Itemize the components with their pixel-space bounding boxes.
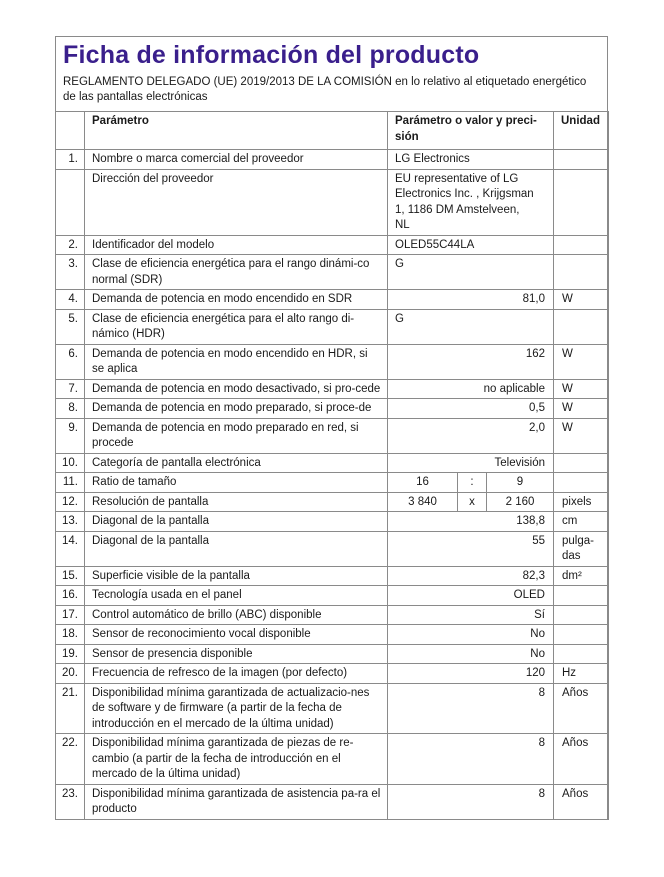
row-number: 2. — [56, 235, 85, 255]
row-unit: pulga-das — [554, 531, 609, 566]
row-value: 0,5 — [388, 399, 554, 419]
row-value: no aplicable — [388, 379, 554, 399]
row-parameter: Superficie visible de la pantalla — [85, 566, 388, 586]
row-unit — [554, 605, 609, 625]
table-row — [56, 566, 609, 586]
row-parameter: Demanda de potencia en modo preparado, si proce-de — [85, 399, 388, 419]
row-unit: Años — [554, 683, 609, 734]
resolution-width: 3 840 — [388, 492, 458, 512]
row-value: 162 — [388, 344, 554, 379]
row-unit — [554, 453, 609, 473]
row-number: 23. — [56, 784, 85, 819]
resolution-height: 2 160 — [487, 492, 554, 512]
table-row — [56, 255, 609, 290]
row-number: 6. — [56, 344, 85, 379]
row-number: 22. — [56, 734, 85, 785]
table-row — [56, 309, 609, 344]
row-value: 81,0 — [388, 290, 554, 310]
row-number: 7. — [56, 379, 85, 399]
row-value: LG Electronics — [388, 150, 554, 170]
table-header-row — [56, 112, 609, 150]
row-value: 55 — [388, 531, 554, 566]
row-number: 17. — [56, 605, 85, 625]
row-value: 120 — [388, 664, 554, 684]
product-info-table — [55, 111, 609, 820]
table-row — [56, 453, 609, 473]
row-parameter: Clase de eficiencia energética para el alto rango di-námico (HDR) — [85, 309, 388, 344]
row-parameter: Nombre o marca comercial del proveedor — [85, 150, 388, 170]
regulation-subtitle: REGLAMENTO DELEGADO (UE) 2019/2013 DE LA COMISIÓN en lo relativo al etiquetado energético de las pantallas electrónicas — [63, 76, 587, 103]
row-parameter: Identificador del modelo — [85, 235, 388, 255]
row-number: 11. — [56, 473, 85, 493]
table-row — [56, 734, 609, 785]
table-row — [56, 625, 609, 645]
table-row — [56, 379, 609, 399]
row-unit — [554, 150, 609, 170]
row-value: Sí — [388, 605, 554, 625]
row-unit — [554, 644, 609, 664]
table-row — [56, 418, 609, 453]
row-number: 14. — [56, 531, 85, 566]
row-parameter: Resolución de pantalla — [85, 492, 388, 512]
row-number: 9. — [56, 418, 85, 453]
column-header-unit: Unidad — [554, 112, 609, 150]
row-number: 10. — [56, 453, 85, 473]
row-unit — [554, 169, 609, 235]
row-unit — [554, 235, 609, 255]
resolution-separator: x — [458, 492, 487, 512]
table-row — [56, 512, 609, 532]
row-number: 20. — [56, 664, 85, 684]
aspect-ratio-separator: : — [458, 473, 487, 493]
row-parameter: Disponibilidad mínima garantizada de actualizacio-nes de software y de firmware (a partir de la fecha de introducción en el mercado de la última unidad) — [85, 683, 388, 734]
table-row — [56, 473, 609, 493]
row-parameter: Demanda de potencia en modo encendido en SDR — [85, 290, 388, 310]
aspect-ratio-height: 9 — [487, 473, 554, 493]
row-value: 8 — [388, 734, 554, 785]
row-number — [56, 169, 85, 235]
column-header-value: Parámetro o valor y preci-sión — [388, 112, 554, 150]
table-row — [56, 586, 609, 606]
row-value: No — [388, 625, 554, 645]
row-parameter: Sensor de reconocimiento vocal disponible — [85, 625, 388, 645]
row-value: OLED — [388, 586, 554, 606]
row-unit: W — [554, 399, 609, 419]
row-value: Televisión — [388, 453, 554, 473]
row-unit — [554, 255, 609, 290]
row-parameter: Disponibilidad mínima garantizada de asistencia pa-ra el producto — [85, 784, 388, 819]
table-row — [56, 683, 609, 734]
row-number: 15. — [56, 566, 85, 586]
row-parameter: Tecnología usada en el panel — [85, 586, 388, 606]
row-parameter: Dirección del proveedor — [85, 169, 388, 235]
row-parameter: Clase de eficiencia energética para el rango dinámi-co normal (SDR) — [85, 255, 388, 290]
row-unit: Años — [554, 734, 609, 785]
row-unit: W — [554, 290, 609, 310]
row-value: 2,0 — [388, 418, 554, 453]
row-value: 8 — [388, 784, 554, 819]
table-row — [56, 605, 609, 625]
row-value: EU representative of LG Electronics Inc. , Krijgsman 1, 1186 DM Amstelveen, NL — [388, 169, 554, 235]
row-number: 21. — [56, 683, 85, 734]
row-unit — [554, 625, 609, 645]
column-header-number — [56, 112, 85, 150]
row-parameter: Demanda de potencia en modo desactivado, si pro-cede — [85, 379, 388, 399]
row-unit: Años — [554, 784, 609, 819]
row-parameter: Diagonal de la pantalla — [85, 531, 388, 566]
row-parameter: Demanda de potencia en modo encendido en HDR, si se aplica — [85, 344, 388, 379]
row-number: 16. — [56, 586, 85, 606]
row-unit — [554, 473, 609, 493]
table-row — [56, 290, 609, 310]
row-number: 4. — [56, 290, 85, 310]
table-row — [56, 531, 609, 566]
row-number: 3. — [56, 255, 85, 290]
row-unit: W — [554, 418, 609, 453]
row-unit: cm — [554, 512, 609, 532]
row-unit: W — [554, 379, 609, 399]
row-value: G — [388, 309, 554, 344]
row-unit: W — [554, 344, 609, 379]
aspect-ratio-width: 16 — [388, 473, 458, 493]
row-value: 8 — [388, 683, 554, 734]
table-row — [56, 150, 609, 170]
page-title: Ficha de información del producto — [63, 41, 480, 69]
row-unit — [554, 586, 609, 606]
row-value: No — [388, 644, 554, 664]
row-parameter: Disponibilidad mínima garantizada de piezas de re-cambio (a partir de la fecha de introducción en el mercado de la última unidad) — [85, 734, 388, 785]
row-number: 8. — [56, 399, 85, 419]
row-parameter: Ratio de tamaño — [85, 473, 388, 493]
row-parameter: Demanda de potencia en modo preparado en red, si procede — [85, 418, 388, 453]
row-number: 5. — [56, 309, 85, 344]
table-row — [56, 492, 609, 512]
row-unit: dm² — [554, 566, 609, 586]
product-information-sheet — [55, 36, 608, 820]
row-number: 1. — [56, 150, 85, 170]
row-value: OLED55C44LA — [388, 235, 554, 255]
table-row — [56, 344, 609, 379]
table-row — [56, 399, 609, 419]
row-number: 13. — [56, 512, 85, 532]
row-number: 19. — [56, 644, 85, 664]
row-unit: Hz — [554, 664, 609, 684]
row-parameter: Diagonal de la pantalla — [85, 512, 388, 532]
table-row — [56, 784, 609, 819]
row-number: 18. — [56, 625, 85, 645]
row-value: G — [388, 255, 554, 290]
row-number: 12. — [56, 492, 85, 512]
row-value: 82,3 — [388, 566, 554, 586]
table-row — [56, 644, 609, 664]
row-unit — [554, 309, 609, 344]
row-unit: pixels — [554, 492, 609, 512]
row-parameter: Categoría de pantalla electrónica — [85, 453, 388, 473]
column-header-parameter: Parámetro — [85, 112, 388, 150]
row-parameter: Control automático de brillo (ABC) disponible — [85, 605, 388, 625]
row-value: 138,8 — [388, 512, 554, 532]
table-row — [56, 169, 609, 235]
table-row — [56, 235, 609, 255]
row-parameter: Frecuencia de refresco de la imagen (por defecto) — [85, 664, 388, 684]
row-parameter: Sensor de presencia disponible — [85, 644, 388, 664]
table-row — [56, 664, 609, 684]
